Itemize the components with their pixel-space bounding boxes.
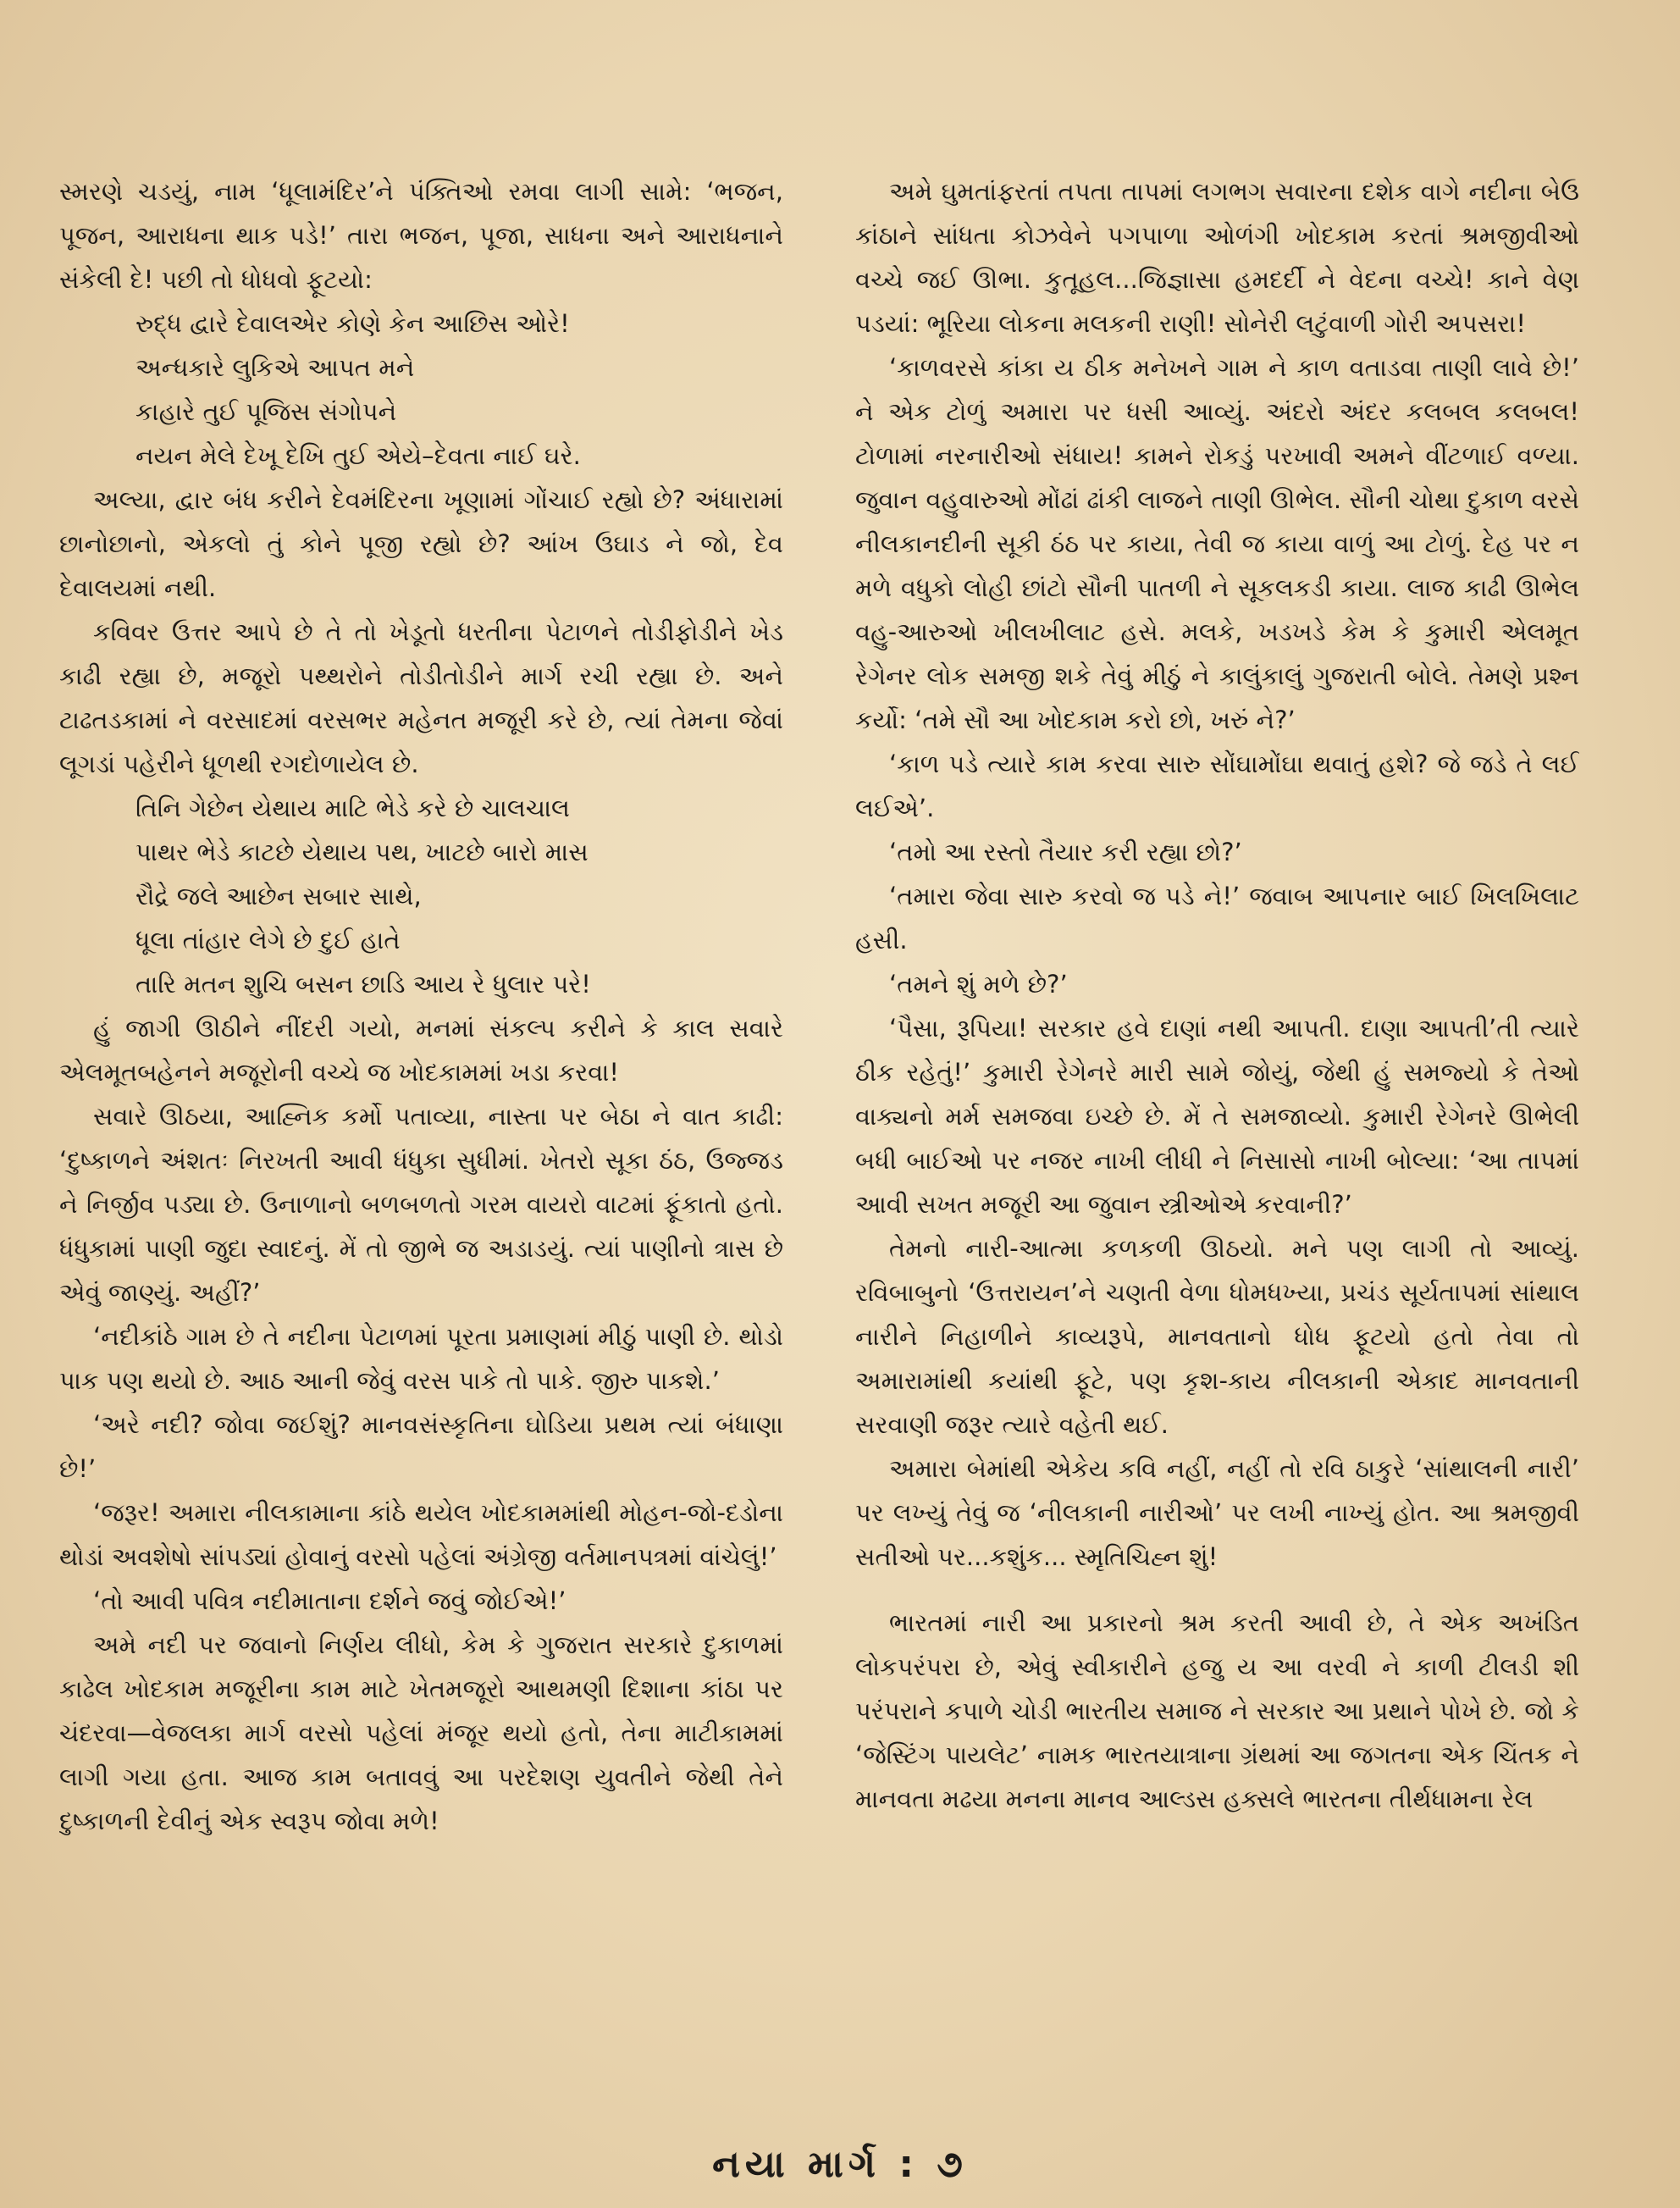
left-paragraph-10: અમે નદી પર જવાનો નિર્ણય લીધો, કેમ કે ગુજરાત સરકારે દુકાળમાં કાઢેલ ખોદકામ મજૂરીના કામ માટે ખેતમજૂરો આથમણી દિશાના કાંઠા પર ચંદરવા—વેજલકા માર્ગ વરસો પહેલાં મંજૂર થયો હતો, તેના માટીકામમાં લાગી ગયા હતા. આજ કામ બતાવવું આ પરદેશણ યુવતીને જેથી તેને દુષ્કાળની દેવીનું એક સ્વરૂપ જોવા મળે! <box>59 1630 783 1835</box>
right-paragraph-3: ‘કાળ પડે ત્યારે કામ કરવા સારુ સોંઘામોંઘા થવાતું હશે? જે જડે તે લઈ લઈએ’. <box>855 750 1579 822</box>
poem-line: તિનિ ગેછેન યેથાય માટિ ભેડે કરે છે ચાલચાલ <box>135 794 570 822</box>
right-paragraph-1: અમે ઘુમતાંફરતાં તપતા તાપમાં લગભગ સવારના દશેક વાગે નદીના બેઉ કાંઠાને સાંધતા કોઝવેને પગપાળા ઓળંગી ખોદકામ કરતાં શ્રમજીવીઓ વચ્ચે જઈ ઊભા. કુતૂહલ...જિજ્ઞાસા હમદર્દી ને વેદના વચ્ચે! કાને વેણ પડયાં: ભૂરિયા લોકના મલકની રાણી! સોનેરી લટુંવાળી ગોરી અપસરા! <box>855 177 1579 338</box>
left-column <box>59 169 783 2054</box>
left-paragraph-3: કવિવર ઉત્તર આપે છે તે તો ખેડૂતો ધરતીના પેટાળને તોડીફોડીને ખેડ કાઢી રહ્યા છે, મજૂરો પથ્થરોને તોડીતોડીને માર્ગ રચી રહ્યા છે. અને ટાઢતડકામાં ને વરસાદમાં વરસભર મહેનત મજૂરી કરે છે, ત્યાં તેમના જેવાં લૂગડાં પહેરીને ધૂળથી રગદોળાયેલ છે. <box>59 617 783 778</box>
right-column <box>855 169 1579 2054</box>
poem-stanza-2 <box>59 786 783 1006</box>
poem-line: અન્ધકારે લુકિએ આપત મને <box>135 353 415 382</box>
left-paragraph-9: ‘તો આવી પવિત્ર નદીમાતાના દર્શને જવું જોઈએ!’ <box>93 1586 566 1615</box>
page-footer: નયા માર્ગ : ૭ <box>712 2143 968 2186</box>
right-paragraph-7: ‘પૈસા, રૂપિયા! સરકાર હવે દાણાં નથી આપતી. દાણા આપતી’તી ત્યારે ઠીક રહેતું!’ કુમારી રેગેનરે મારી સામે જોયું, જેથી હું સમજ્યો કે તેઓ વાક્યનો મર્મ સમજવા ઇચ્છે છે. મેં તે સમજાવ્યો. કુમારી રેગેનરે ઊભેલી બધી બાઈઓ પર નજર નાખી લીધી ને નિસાસો નાખી બોલ્યા: ‘આ તાપમાં આવી સખત મજૂરી આ જુવાન સ્ત્રીઓએ કરવાની?’ <box>855 1014 1579 1219</box>
right-paragraph-5: ‘તમારા જેવા સારુ કરવો જ પડે ને!’ જવાબ આપનાર બાઈ ખિલખિલાટ હસી. <box>855 882 1579 955</box>
left-paragraph-2: અલ્યા, દ્વાર બંધ કરીને દેવમંદિરના ખૂણામાં ગોંચાઈ રહ્યો છે? અંધારામાં છાનોછાનો, એકલો તું કોને પૂજી રહ્યો છે? આંખ ઉઘાડ ને જો, દેવ દેવાલયમાં નથી. <box>59 485 783 602</box>
poem-stanza-1 <box>59 302 783 478</box>
poem-line: તારિ મતન શુચિ બસન છાડિ આય રે ધુલાર પરે! <box>135 970 591 999</box>
poem-line: કાહારે તુઈ પૂજિસ સંગોપને <box>135 397 397 426</box>
left-paragraph-1: સ્મરણે ચડયું, નામ ‘ધૂલામંદિર’ને પંક્તિઓ રમવા લાગી સામે: ‘ભજન, પૂજન, આરાધના થાક પડે!’ તારા ભજન, પૂજા, સાધના અને આરાધનાને સંકેલી દે! પછી તો ધોધવો ફૂટયો: <box>59 177 783 294</box>
right-paragraph-8: તેમનો નારી-આત્મા કળકળી ઊઠયો. મને પણ લાગી તો આવ્યું. રવિબાબુનો ‘ઉત્તરાયન’ને ચણતી વેળા ધોમધખ્યા, પ્રચંડ સૂર્યતાપમાં સાંથાલ નારીને નિહાળીને કાવ્યરૂપે, માનવતાનો ધોધ ફૂટયો હતો તેવા તો અમારામાંથી કયાંથી ફૂટે, પણ કૃશ-કાય નીલકાની એકાદ માનવતાની સરવાણી જરૂર ત્યારે વહેતી થઈ. <box>855 1234 1579 1439</box>
section-break <box>855 1579 1579 1601</box>
right-paragraph-2: ‘કાળવરસે કાંકા ય ઠીક મનેખને ગામ ને કાળ વતાડવા તાણી લાવે છે!’ ને એક ટોળું અમારા પર ધસી આવ્યું. અંદરો અંદર કલબલ કલબલ! ટોળામાં નરનારીઓ સંધાય! કામને રોકડું પરખાવી અમને વીંટળાઈ વળ્યા. જુવાન વહુવારુઓ મોંઢાં ઢાંકી લાજને તાણી ઊભેલ. સૌની ચોથા દુકાળ વરસે નીલકાનદીની સૂકી ઠંઠ પર કાયા, તેવી જ કાયા વાળું આ ટોળું. દેહ પર ન મળે વધુકો લોહી છાંટો સૌની પાતળી ને સૂકલકડી કાયા. લાજ કાઢી ઊભેલ વહુ-આરુઓ ખીલખીલાટ હસે. મલકે, ખડખડે કેમ કે કુમારી એલમૂત રેગેનર લોક સમજી શકે તેવું મીઠું ને કાલુંકાલું ગુજરાતી બોલે. તેમણે પ્રશ્ન કર્યો: ‘તમે સૌ આ ખોદકામ કરો છો, ખરું ને?’ <box>855 353 1579 734</box>
poem-line: નયન મેલે દેખૂ દેખિ તુઈ એયે–દેવતા નાઈ ઘરે. <box>135 441 581 470</box>
right-paragraph-4: ‘તમો આ રસ્તો તૈયાર કરી રહ્યા છો?’ <box>889 838 1242 866</box>
poem-line: રૌદ્રે જલે આછેન સબાર સાથે, <box>135 882 422 910</box>
left-paragraph-6: ‘નદીકાંઠે ગામ છે તે નદીના પેટાળમાં પૂરતા પ્રમાણમાં મીઠું પાણી છે. થોડો પાક પણ થયો છે. આઠ આની જેવું વરસ પાકે તો પાકે. જીરુ પાકશે.’ <box>59 1322 783 1395</box>
poem-line: પાથર ભેડે કાટછે યેથાય પથ, ખાટછે બારો માસ <box>135 838 589 866</box>
left-paragraph-8: ‘જરૂર! અમારા નીલકામાના કાંઠે થયેલ ખોદકામમાંથી મોહન-જો-દડોના થોડાં અવશેષો સાંપડ્યાં હોવાનું વરસો પહેલાં અંગ્રેજી વર્તમાનપત્રમાં વાંચેલું!’ <box>59 1498 783 1571</box>
poem-line: ધૂલા તાંહાર લેગે છે દુઈ હાતે <box>135 926 401 955</box>
left-paragraph-4: હું જાગી ઊઠીને નીંદરી ગયો, મનમાં સંકલ્પ કરીને કે કાલ સવારે એલમૂતબહેનને મજૂરોની વચ્ચે જ ખોદકામમાં ખડા કરવા! <box>59 1014 783 1087</box>
left-paragraph-7: ‘અરે નદી? જોવા જઈશું? માનવસંસ્કૃતિના ઘોડિયા પ્રથમ ત્યાં બંધાણા છે!’ <box>59 1410 783 1483</box>
right-paragraph-10: ભારતમાં નારી આ પ્રકારનો શ્રમ કરતી આવી છે, તે એક અખંડિત લોકપરંપરા છે, એવું સ્વીકારીને હજુ ય આ વરવી ને કાળી ટીલડી શી પરંપરાને કપાળે ચોડી ભારતીય સમાજ ને સરકાર આ પ્રથાને પોખે છે. જો કે ‘જેસ્ટિંગ પાયલેટ’ નામક ભારતયાત્રાના ગ્રંથમાં આ જગતના એક ચિંતક ને માનવતા મઢયા મનના માનવ આલ્ડસ હક્સલે ભારતના તીર્થધામના રેલ <box>855 1608 1579 1813</box>
poem-line: રુદ્ધ દ્વારે દેવાલએર કોણે કેન આછિસ ઓરે! <box>135 309 570 338</box>
right-paragraph-6: ‘તમને શું મળે છે?’ <box>889 970 1068 999</box>
left-paragraph-5: સવારે ઊઠયા, આહ્નિક કર્મો પતાવ્યા, નાસ્તા પર બેઠા ને વાત કાઢી: ‘દુષ્કાળને અંશતઃ નિરખતી આવી ધંધુકા સુધીમાં. ખેતરો સૂકા ઠંઠ, ઉજ્જડ ને નિર્જીવ પડ્યા છે. ઉનાળાનો બળબળતો ગરમ વાયરો વાટમાં ફૂંકાતો હતો. ધંધુકામાં પાણી જુદા સ્વાદનું. મેં તો જીભે જ અડાડયું. ત્યાં પાણીનો ત્રાસ છે એવું જાણ્યું. અહીં?’ <box>59 1102 783 1307</box>
right-paragraph-9: અમારા બેમાંથી એકેય કવિ નહીં, નહીં તો રવિ ઠાકુરે ‘સાંથાલની નારી’ પર લખ્યું તેવું જ ‘નીલકાની નારીઓ’ પર લખી નાખ્યું હોત. આ શ્રમજીવી સતીઓ પર...કશુંક... સ્મૃતિચિહ્ન શું! <box>855 1454 1579 1571</box>
